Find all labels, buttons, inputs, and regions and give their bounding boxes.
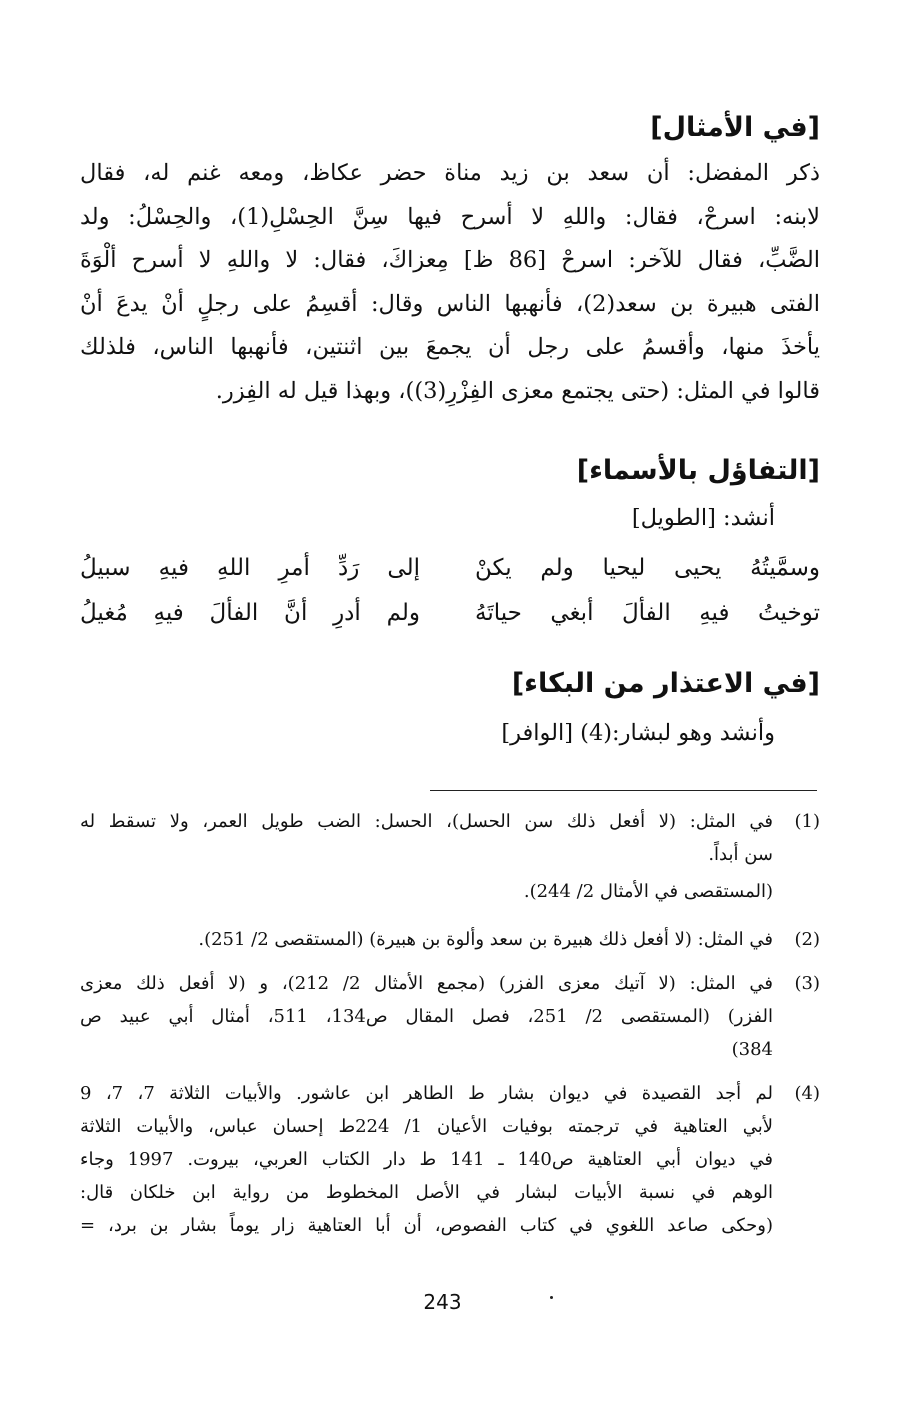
verse-second-hemistich: إلى رَدِّ أمرِ اللهِ فيهِ سبيلُ [80,555,420,581]
footnote-line: في المثل: (لا أفعل ذلك هبيرة بن سعد وألوة بن هبيرة) (المستقصى 2/ 251). [198,929,773,950]
heading-amthal: [في الأمثال] [650,112,820,143]
paragraph-line: الفتى هبيرة بن سعد(2)، فأنهبها الناس وقال: أقسِمُ على رجلٍ أنْ يدعَ أنْ [80,290,820,317]
footnote-line: سن أبداً. [708,844,773,865]
footnote-line: الفزر) (المستقصى 2/ 251، فصل المقال ص134، 511، أمثال أبي عبيد ص [80,1006,773,1027]
footnote-separator [430,790,817,791]
paragraph-line: يأخذَ منها، وأقسمُ على رجل أن يجمعَ بين اثنتين، فأنهبها الناس، فلذلك [80,334,820,360]
footnote-line: الوهم في نسبة الأبيات لبشار في الأصل المخطوط من رواية ابن خلكان قال: [80,1182,773,1203]
paragraph-line: قالوا في المثل: (حتى يجتمع معزى الفِزْرِ(3))، وبهذا قيل له الفِزر. [215,377,820,404]
footnote-source: (المستقصى في الأمثال 2/ 244). [523,881,773,902]
footnote-number: (4) [794,1083,820,1104]
verse-line [80,555,820,599]
paragraph-amthal [80,152,820,413]
footnote-line: في المثل: (لا آتيك معزى الفزر) (مجمع الأمثال 2/ 212)، و (لا أفعل ذلك معزى [80,973,773,994]
verse-intro: وأنشد وهو لبشار:(4) [الوافر] [501,720,775,746]
verse-line [80,600,820,644]
print-speck [550,1296,553,1299]
heading-itidhar: [في الاعتذار من البكاء] [511,668,820,699]
footnote-line: في ديوان أبي العتاهية ص140 ـ 141 ط دار الكتاب العربي، بيروت. 1997 وجاء [80,1149,773,1170]
footnote-line: 384) [731,1039,773,1060]
footnote-line: (وحكى صاعد اللغوي في كتاب الفصوص، أن أبا العتاهية زار يوماً بشار بن برد، = [80,1215,773,1236]
paragraph-line: لابنه: اسرحْ، فقال: واللهِ لا أسرح فيها سِنَّ الحِسْلِ(1)، والحِسْلُ: ولد [80,203,820,230]
footnote-line: لأبي العتاهية في ترجمته بوفيات الأعيان 1/ 224ط إحسان عباس، والأبيات الثلاثة [80,1116,773,1137]
paragraph-line: الضَّبِّ، فقال للآخر: اسرحْ [86 ظ] مِعزاكَ، فقال: لا واللهِ لا أسرح ألْوَةَ [80,247,821,273]
verse-first-hemistich: توخيتُ فيهِ الفألَ أبغي حياتَهُ [475,600,820,626]
footnote [80,805,820,908]
footnote-number: (1) [794,811,820,832]
verse-intro: أنشد: [الطويل] [631,505,775,531]
verse-first-hemistich: وسمَّيتُهُ يحيى ليحيا ولم يكنْ [475,555,820,581]
heading-tafaul: [التفاؤل بالأسماء] [576,455,820,486]
footnote [80,923,820,956]
footnote-number: (3) [794,973,820,994]
page-number: 243 [423,1290,462,1314]
footnote-number: (2) [794,929,820,950]
footnote-line: في المثل: (لا أفعل ذلك سن الحسل)، الحسل: الضب طويل العمر، ولا تسقط له [80,811,773,832]
verse-second-hemistich: ولم أدرِ أنَّ الفألَ فيهِ مُغيلُ [80,600,420,626]
footnote [80,967,820,1066]
footnote [80,1077,820,1242]
paragraph-line: ذكر المفضل: أن سعد بن زيد مناة حضر عكاظ، ومعه غنم له، فقال [80,160,820,186]
footnote-line: لم أجد القصيدة في ديوان بشار ط الطاهر ابن عاشور. والأبيات الثلاثة 7، 7، 9 [80,1083,774,1104]
